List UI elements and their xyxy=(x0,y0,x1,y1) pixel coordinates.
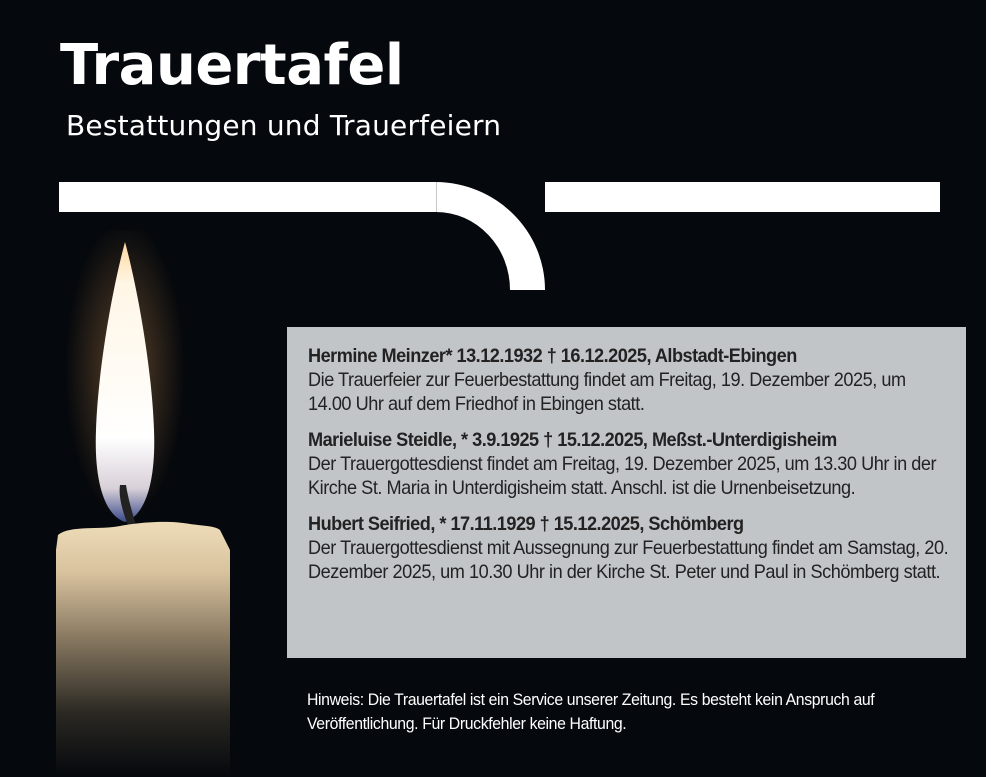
page-title: Trauertafel xyxy=(60,33,404,98)
obituary-entry xyxy=(308,512,949,584)
page-subtitle: Bestattungen und Trauerfeiern xyxy=(66,109,502,142)
obituary-entry xyxy=(308,428,946,500)
obituary-entry xyxy=(308,344,946,416)
entry-heading: Hermine Meinzer* 13.12.1932 † 16.12.2025, Albstadt-Ebingen xyxy=(308,345,797,367)
entry-body: Die Trauerfeier zur Feuerbestattung findet am Freitag, 19. Dezember 2025, um 14.00 Uhr auf dem Friedhof in Ebingen statt. xyxy=(308,369,906,415)
entry-body: Der Trauergottesdienst findet am Freitag, 19. Dezember 2025, um 13.30 Uhr in der Kirche St. Maria in Unterdigisheim statt. Anschl. ist die Urnenbeisetzung. xyxy=(308,453,937,499)
entry-heading: Marieluise Steidle, * 3.9.1925 † 15.12.2025, Meßst.-Unterdigisheim xyxy=(308,429,837,451)
obituary-list xyxy=(287,327,966,658)
entry-body: Der Trauergottesdienst mit Aussegnung zur Feuerbestattung findet am Samstag, 20. Dezember 2025, um 10.30 Uhr in der Kirche St. Peter und Paul in Schömberg statt. xyxy=(308,537,949,583)
candle-icon xyxy=(40,230,260,777)
entry-heading: Hubert Seifried, * 17.11.1929 † 15.12.2025, Schömberg xyxy=(308,513,744,535)
disclaimer-notice: Hinweis: Die Trauertafel ist ein Service unserer Zeitung. Es besteht kein Anspruch auf Veröffentlichung. Für Druckfehler keine Haftung. xyxy=(307,690,875,733)
